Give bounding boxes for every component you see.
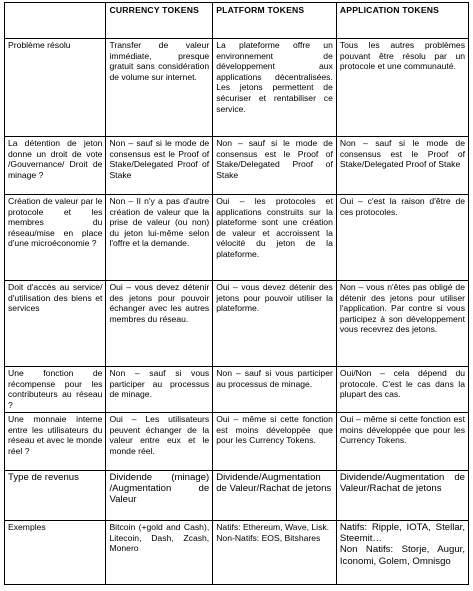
- application-cell: Oui – c'est la raison d'être de ces protocoles.: [336, 195, 468, 281]
- row-label: Problème résolu: [5, 39, 106, 137]
- platform-cell: Oui – vous devez détenir des jetons pour pouvoir utiliser la plateforme.: [213, 281, 337, 367]
- header-currency-tokens: CURRENCY TOKENS: [106, 3, 213, 39]
- platform-natives-line: Natifs: Ethereum, Wave, Lisk.: [216, 522, 330, 532]
- table-row: [5, 471, 469, 521]
- application-non-natives-line: Non Natifs: Storje, Augur, Iconomi, Golem, Omnisgo: [339, 544, 465, 567]
- table-row: [5, 281, 469, 367]
- platform-cell: La plateforme offre un environnement de développement aux applications décentralisées. Les jetons permettent de sécuriser et rentabiliser ce service.: [213, 39, 337, 137]
- row-label: Une monnaie interne entre les utilisateurs du réseau et avec le monde réel ?: [5, 413, 106, 471]
- currency-cell: Dividende (minage) /Augmentation de Valeur: [106, 471, 213, 521]
- header-row: [5, 3, 469, 39]
- currency-cell: Non – sauf si le mode de consensus est le Proof of Stake/Delegated Proof of Stake: [106, 137, 213, 195]
- application-cell: [336, 521, 468, 585]
- table-row: [5, 367, 469, 413]
- currency-cell: Oui – Les utilisateurs peuvent échanger de la valeur entre eux et le monde réel.: [106, 413, 213, 471]
- currency-cell: Non – Il n'y a pas d'autre création de valeur que la prise de valeur (ou non) du jeton lui-même selon l'offre et la demande.: [106, 195, 213, 281]
- row-label: Exemples: [5, 521, 106, 585]
- row-label: La détention de jeton donne un droit de vote /Gouvernance/ Droit de minage ?: [5, 137, 106, 195]
- application-cell: Dividende/Augmentation de Valeur/Rachat de jetons: [336, 471, 468, 521]
- platform-cell: Oui – les protocoles et applications construits sur la plateforme sont une création de valeur et accroissent la vélocité du jeton de la plateforme.: [213, 195, 337, 281]
- application-cell: Non – sauf si le mode de consensus est le Proof of Stake/Delegated Proof of Stake: [336, 137, 468, 195]
- row-label: Création de valeur par le protocole et les membres du réseau/mise en place d'une microéconomie ?: [5, 195, 106, 281]
- platform-cell: Dividende/Augmentation de Valeur/Rachat de jetons: [213, 471, 337, 521]
- currency-cell: Transfer de valeur immédiate, presque gratuit sans considération de volume sur internet.: [106, 39, 213, 137]
- application-cell: Oui – même si cette fonction est moins développée que pour les Currency Tokens.: [336, 413, 468, 471]
- currency-cell: Non – sauf si vous participer au processus de minage.: [106, 367, 213, 413]
- row-label: Une fonction de récompense pour les contributeurs au réseau ?: [5, 367, 106, 413]
- table-row: [5, 521, 469, 585]
- application-natives-line: Natifs: Ripple, IOTA, Stellar, Steemit…: [339, 522, 465, 545]
- application-cell: Tous les autres problèmes pouvant être résolu par un protocole et une communauté.: [336, 39, 468, 137]
- table-row: [5, 195, 469, 281]
- platform-cell: Non – sauf si vous participer au processus de minage.: [213, 367, 337, 413]
- application-cell: Oui/Non – cela dépend du protocole. C'est le cas dans la plupart des cas.: [336, 367, 468, 413]
- platform-non-natives-line: Non-Natifs: EOS, Bitshares: [216, 532, 321, 543]
- row-label: Type de revenus: [5, 471, 106, 521]
- header-empty-cell: [5, 3, 106, 39]
- application-cell: Non – vous n'êtes pas obligé de détenir des jetons pour utiliser l'application. Par contre si vous participez à son développement vous recevrez des jetons.: [336, 281, 468, 367]
- platform-cell: Non – sauf si le mode de consensus est le Proof of Stake/Delegated Proof of Stake: [213, 137, 337, 195]
- platform-cell: Oui – même si cette fonction est moins développée que pour les Currency Tokens.: [213, 413, 337, 471]
- table-row: [5, 137, 469, 195]
- platform-cell: [213, 521, 337, 585]
- header-application-tokens: APPLICATION TOKENS: [336, 3, 468, 39]
- header-platform-tokens: PLATFORM TOKENS: [213, 3, 337, 39]
- table-row: [5, 39, 469, 137]
- token-comparison-table: [4, 2, 469, 585]
- row-label: Doit d'accès au service/ d'utilisation des biens et services: [5, 281, 106, 367]
- table-row: [5, 413, 469, 471]
- currency-cell: Bitcoin (+gold and Cash), Litecoin, Dash, Zcash, Monero: [106, 521, 213, 585]
- currency-cell: Oui – vous devez détenir des jetons pour pouvoir échanger avec les autres membres du réseau.: [106, 281, 213, 367]
- token-comparison-sheet: [4, 2, 469, 585]
